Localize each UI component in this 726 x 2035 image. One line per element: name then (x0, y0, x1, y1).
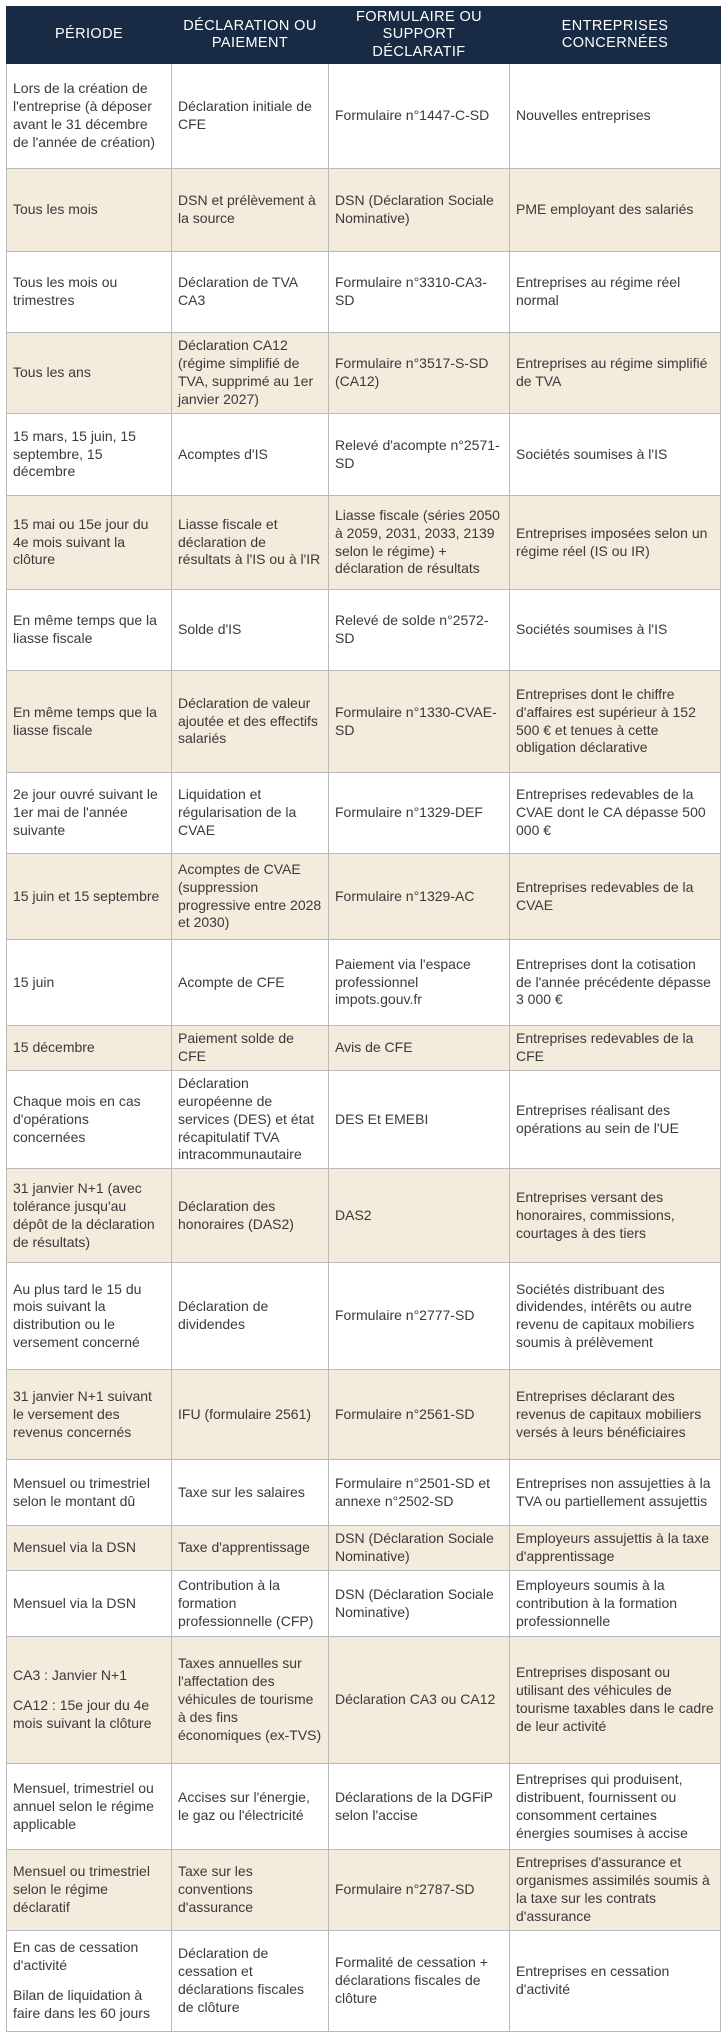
cell-formulaire: Formulaire n°2501-SD et annexe n°2502-SD (329, 1460, 510, 1526)
cell-declaration: Déclaration de valeur ajoutée et des effectifs salariés (172, 671, 329, 773)
cell-entreprises: Sociétés soumises à l'IS (510, 590, 721, 671)
cell-periode: Mensuel ou trimestriel selon le régime déclaratif (7, 1850, 172, 1931)
cell-periode: Tous les ans (7, 333, 172, 414)
cell-formulaire: Paiement via l'espace professionnel impots.gouv.fr (329, 940, 510, 1026)
table-row (7, 854, 721, 940)
table-row (7, 64, 721, 169)
table-row (7, 252, 721, 333)
cell-periode: Mensuel via la DSN (7, 1526, 172, 1571)
header-periode: PÉRIODE (7, 7, 172, 64)
cell-formulaire: DSN (Déclaration Sociale Nominative) (329, 1526, 510, 1571)
cell-formulaire: Formulaire n°3310-CA3-SD (329, 252, 510, 333)
table-row (7, 333, 721, 414)
cell-periode: Chaque mois en cas d'opérations concernées (7, 1070, 172, 1169)
cell-formulaire: DSN (Déclaration Sociale Nominative) (329, 169, 510, 252)
header-formulaire: FORMULAIRE OU SUPPORT DÉCLARATIF (329, 7, 510, 64)
cell-periode: 15 mai ou 15e jour du 4e mois suivant la clôture (7, 496, 172, 590)
cell-entreprises: Entreprises redevables de la CVAE (510, 854, 721, 940)
cell-formulaire: Formulaire n°2777-SD (329, 1263, 510, 1370)
cell-declaration: Solde d'IS (172, 590, 329, 671)
cell-entreprises: Sociétés soumises à l'IS (510, 414, 721, 496)
cell-formulaire: Formulaire n°3517-S-SD (CA12) (329, 333, 510, 414)
cell-formulaire: Formulaire n°2561-SD (329, 1370, 510, 1460)
cell-entreprises: Entreprises au régime simplifié de TVA (510, 333, 721, 414)
table-row (7, 1637, 721, 1764)
table-row (7, 496, 721, 590)
cell-entreprises: Nouvelles entreprises (510, 64, 721, 169)
cell-periode: Mensuel, trimestriel ou annuel selon le régime applicable (7, 1764, 172, 1850)
cell-entreprises: Entreprises qui produisent, distribuent, fournissent ou consomment certaines énergies soumises à accise (510, 1764, 721, 1850)
cell-formulaire: DSN (Déclaration Sociale Nominative) (329, 1571, 510, 1637)
header-entreprises: ENTREPRISES CONCERNÉES (510, 7, 721, 64)
table-row (7, 1571, 721, 1637)
table-row (7, 1526, 721, 1571)
cell-periode: Au plus tard le 15 du mois suivant la distribution ou le versement concerné (7, 1263, 172, 1370)
table-row (7, 1070, 721, 1169)
cell-entreprises: Entreprises dont la cotisation de l'année précédente dépasse 3 000 € (510, 940, 721, 1026)
table-row (7, 1026, 721, 1071)
cell-periode: 15 décembre (7, 1026, 172, 1071)
table-row (7, 414, 721, 496)
table-row (7, 169, 721, 252)
cell-entreprises: Entreprises imposées selon un régime réel (IS ou IR) (510, 496, 721, 590)
header-declaration: DÉCLARATION OU PAIEMENT (172, 7, 329, 64)
cell-periode: 31 janvier N+1 (avec tolérance jusqu'au dépôt de la déclaration de résultats) (7, 1169, 172, 1263)
cell-entreprises: Entreprises au régime réel normal (510, 252, 721, 333)
cell-entreprises: Employeurs soumis à la contribution à la formation professionnelle (510, 1571, 721, 1637)
cell-periode-line: En cas de cessation d'activité (13, 1938, 139, 1973)
cell-formulaire: Formalité de cessation + déclarations fiscales de clôture (329, 1930, 510, 2031)
cell-formulaire: DAS2 (329, 1169, 510, 1263)
cell-periode: 15 juin (7, 940, 172, 1026)
cell-entreprises: Entreprises d'assurance et organismes assimilés soumis à la taxe sur les contrats d'assurance (510, 1850, 721, 1931)
cell-periode-line: CA12 : 15e jour du 4e mois suivant la clôture (13, 1697, 152, 1732)
cell-entreprises: Employeurs assujettis à la taxe d'apprentissage (510, 1526, 721, 1571)
tax-calendar-table (6, 6, 721, 2032)
cell-entreprises: Entreprises réalisant des opérations au sein de l'UE (510, 1070, 721, 1169)
cell-entreprises: Entreprises non assujetties à la TVA ou partiellement assujettis (510, 1460, 721, 1526)
cell-entreprises: Entreprises versant des honoraires, commissions, courtages à des tiers (510, 1169, 721, 1263)
cell-entreprises: Entreprises déclarant des revenus de capitaux mobiliers versés à leurs bénéficiaires (510, 1370, 721, 1460)
table-row (7, 590, 721, 671)
cell-periode: 31 janvier N+1 suivant le versement des revenus concernés (7, 1370, 172, 1460)
cell-periode: 15 mars, 15 juin, 15 septembre, 15 décembre (7, 414, 172, 496)
cell-formulaire: Formulaire n°1329-DEF (329, 773, 510, 854)
table-row (7, 1764, 721, 1850)
cell-declaration: Déclaration européenne de services (DES) et état récapitulatif TVA intracommunautaire (172, 1070, 329, 1169)
cell-declaration: Liasse fiscale et déclaration de résultats à l'IS ou à l'IR (172, 496, 329, 590)
cell-periode: Tous les mois (7, 169, 172, 252)
cell-formulaire: DES Et EMEBI (329, 1070, 510, 1169)
cell-periode: Mensuel via la DSN (7, 1571, 172, 1637)
table-row (7, 1263, 721, 1370)
cell-periode: 2e jour ouvré suivant le 1er mai de l'année suivante (7, 773, 172, 854)
cell-declaration: Taxe sur les salaires (172, 1460, 329, 1526)
cell-formulaire: Relevé de solde n°2572-SD (329, 590, 510, 671)
cell-entreprises: Entreprises redevables de la CVAE dont le CA dépasse 500 000 € (510, 773, 721, 854)
cell-periode-line: CA3 : Janvier N+1 (13, 1667, 127, 1684)
cell-declaration: Acompte de CFE (172, 940, 329, 1026)
table-row (7, 1370, 721, 1460)
cell-periode: Lors de la création de l'entreprise (à déposer avant le 31 décembre de l'année de création) (7, 64, 172, 169)
cell-formulaire: Formulaire n°1447-C-SD (329, 64, 510, 169)
cell-periode: Tous les mois ou trimestres (7, 252, 172, 333)
cell-declaration: Déclaration de dividendes (172, 1263, 329, 1370)
table-body (7, 64, 721, 2032)
cell-declaration: Taxe d'apprentissage (172, 1526, 329, 1571)
cell-formulaire: Relevé d'acompte n°2571-SD (329, 414, 510, 496)
cell-declaration: Déclaration initiale de CFE (172, 64, 329, 169)
cell-declaration: Paiement solde de CFE (172, 1026, 329, 1071)
cell-formulaire: Liasse fiscale (séries 2050 à 2059, 2031, 2033, 2139 selon le régime) + déclaration de résultats (329, 496, 510, 590)
table-row (7, 1460, 721, 1526)
cell-periode (7, 1637, 172, 1764)
table-row (7, 773, 721, 854)
cell-entreprises: Entreprises dont le chiffre d'affaires est supérieur à 152 500 € et tenues à cette obligation déclarative (510, 671, 721, 773)
cell-declaration: Accises sur l'énergie, le gaz ou l'électricité (172, 1764, 329, 1850)
cell-formulaire: Déclaration CA3 ou CA12 (329, 1637, 510, 1764)
cell-periode (7, 1930, 172, 2031)
cell-periode: En même temps que la liasse fiscale (7, 671, 172, 773)
cell-declaration: Déclaration de TVA CA3 (172, 252, 329, 333)
cell-declaration: Acomptes de CVAE (suppression progressive entre 2028 et 2030) (172, 854, 329, 940)
cell-declaration: Taxe sur les conventions d'assurance (172, 1850, 329, 1931)
cell-entreprises: PME employant des salariés (510, 169, 721, 252)
table-row (7, 940, 721, 1026)
cell-entreprises: Entreprises en cessation d'activité (510, 1930, 721, 2031)
cell-declaration: Liquidation et régularisation de la CVAE (172, 773, 329, 854)
cell-declaration: Déclaration CA12 (régime simplifié de TVA, supprimé au 1er janvier 2027) (172, 333, 329, 414)
table-row (7, 1850, 721, 1931)
cell-declaration: Taxes annuelles sur l'affectation des véhicules de tourisme à des fins économiques (ex-TVS) (172, 1637, 329, 1764)
cell-periode-line: Bilan de liquidation à faire dans les 60 jours (13, 1986, 150, 2021)
cell-declaration: Contribution à la formation professionnelle (CFP) (172, 1571, 329, 1637)
cell-formulaire: Déclarations de la DGFiP selon l'accise (329, 1764, 510, 1850)
tax-calendar-table-wrapper (6, 6, 720, 2032)
cell-entreprises: Entreprises disposant ou utilisant des véhicules de tourisme taxables dans le cadre de leur activité (510, 1637, 721, 1764)
cell-formulaire: Avis de CFE (329, 1026, 510, 1071)
cell-periode: En même temps que la liasse fiscale (7, 590, 172, 671)
cell-declaration: Déclaration de cessation et déclarations fiscales de clôture (172, 1930, 329, 2031)
cell-entreprises: Entreprises redevables de la CFE (510, 1026, 721, 1071)
table-row (7, 1169, 721, 1263)
cell-declaration: DSN et prélèvement à la source (172, 169, 329, 252)
table-row (7, 671, 721, 773)
cell-entreprises: Sociétés distribuant des dividendes, intérêts ou autre revenu de capitaux mobiliers soumis à prélèvement (510, 1263, 721, 1370)
cell-declaration: Déclaration des honoraires (DAS2) (172, 1169, 329, 1263)
cell-formulaire: Formulaire n°1329-AC (329, 854, 510, 940)
cell-declaration: Acomptes d'IS (172, 414, 329, 496)
cell-periode: 15 juin et 15 septembre (7, 854, 172, 940)
cell-declaration: IFU (formulaire 2561) (172, 1370, 329, 1460)
table-header-row (7, 7, 721, 64)
cell-formulaire: Formulaire n°2787-SD (329, 1850, 510, 1931)
cell-formulaire: Formulaire n°1330-CVAE-SD (329, 671, 510, 773)
cell-periode: Mensuel ou trimestriel selon le montant dû (7, 1460, 172, 1526)
table-row (7, 1930, 721, 2031)
